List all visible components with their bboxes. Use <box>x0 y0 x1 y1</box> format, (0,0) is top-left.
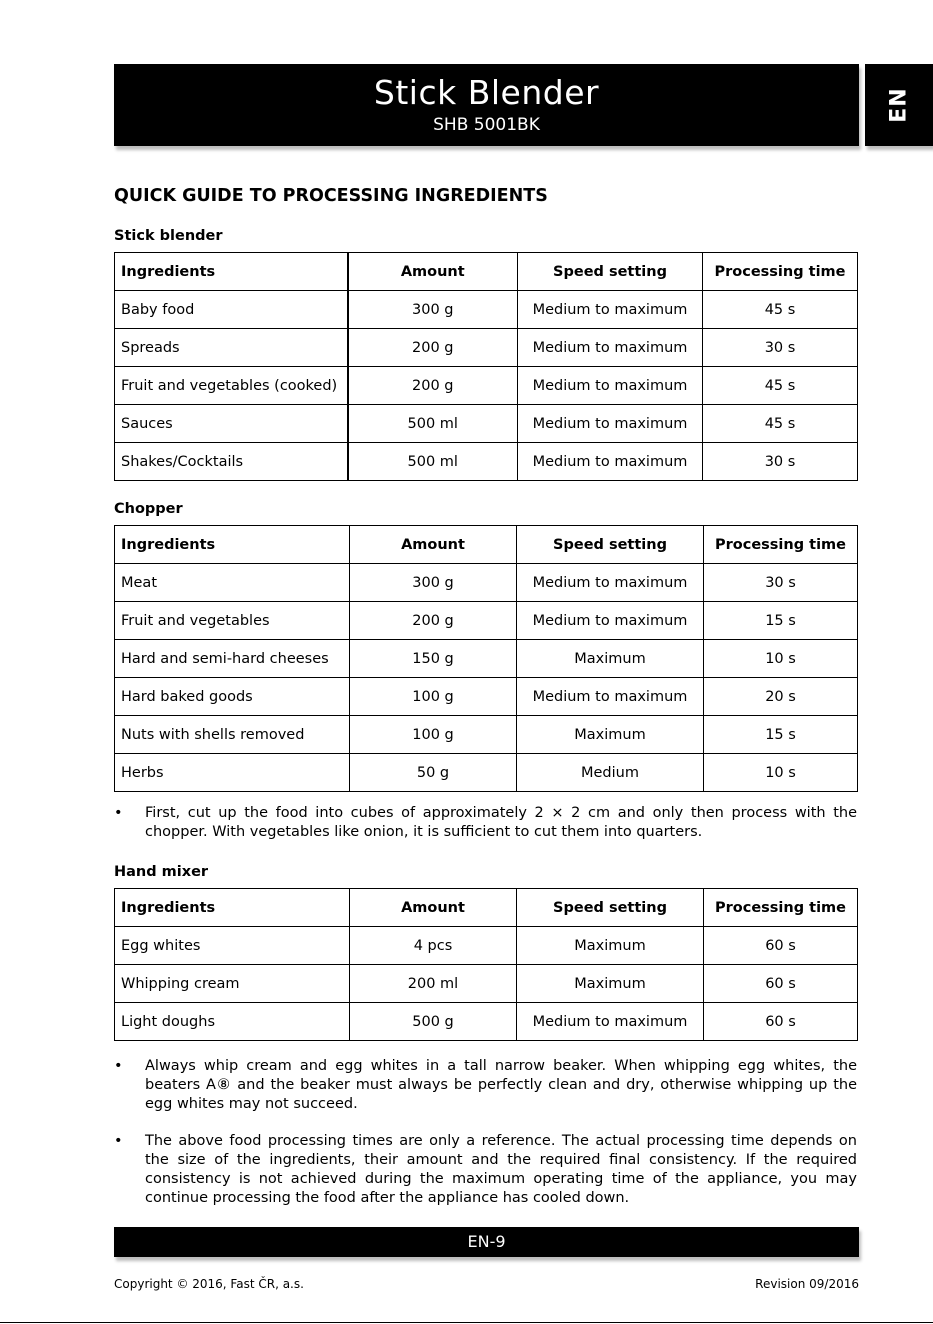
table-row <box>115 291 858 329</box>
column-header-ingredients: Ingredients <box>115 253 348 291</box>
table-row <box>115 329 858 367</box>
note-text: The above food processing times are only a reference. The actual processing time depends on the size of the ingredients, their amount and the required final consistency. If the required consistency is not achieved during the maximum operating time of the appliance, you may continue processing the food after the appliance has cooled down. <box>145 1133 857 1206</box>
cell-time: 60 s <box>704 1003 858 1041</box>
table-row <box>115 367 858 405</box>
document-header <box>114 64 859 146</box>
cell-time: 10 s <box>704 640 858 678</box>
table-header-row <box>115 253 858 291</box>
table-row <box>115 443 858 481</box>
cell-amount: 300 g <box>350 564 517 602</box>
cell-time: 30 s <box>703 443 858 481</box>
cell-time: 60 s <box>704 965 858 1003</box>
column-header-speed: Speed setting <box>517 889 704 927</box>
section-title-stick-blender: Stick blender <box>114 228 223 244</box>
cell-amount: 50 g <box>350 754 517 792</box>
cell-amount: 4 pcs <box>350 927 517 965</box>
column-header-time: Processing time <box>704 526 858 564</box>
column-header-amount: Amount <box>348 253 518 291</box>
column-header-speed: Speed setting <box>517 526 704 564</box>
table-row <box>115 602 858 640</box>
page-number-bar <box>114 1227 859 1257</box>
table-row <box>115 564 858 602</box>
bullet-marker: • <box>114 805 123 821</box>
cell-speed: Maximum <box>517 965 704 1003</box>
cell-amount: 500 ml <box>348 443 518 481</box>
cell-ingredient: Hard baked goods <box>115 678 350 716</box>
note-text: First, cut up the food into cubes of approximately 2 × 2 cm and only then process with the chopper. With vegetables like onion, it is sufficient to cut them into quarters. <box>145 805 857 840</box>
cell-time: 45 s <box>703 367 858 405</box>
cell-ingredient: Nuts with shells removed <box>115 716 350 754</box>
cell-time: 60 s <box>704 927 858 965</box>
cell-speed: Medium to maximum <box>517 678 704 716</box>
cell-speed: Medium to maximum <box>518 291 703 329</box>
cell-amount: 150 g <box>350 640 517 678</box>
cell-speed: Medium to maximum <box>517 564 704 602</box>
cell-time: 45 s <box>703 291 858 329</box>
cell-amount: 500 g <box>350 1003 517 1041</box>
table-row <box>115 927 858 965</box>
table-row <box>115 678 858 716</box>
cell-speed: Medium to maximum <box>518 329 703 367</box>
cell-time: 15 s <box>704 602 858 640</box>
column-header-time: Processing time <box>704 889 858 927</box>
cell-time: 20 s <box>704 678 858 716</box>
cell-ingredient: Spreads <box>115 329 348 367</box>
table-row <box>115 754 858 792</box>
language-tab <box>865 64 933 146</box>
column-header-time: Processing time <box>703 253 858 291</box>
chopper-table <box>114 525 858 792</box>
copyright-text: Copyright © 2016, Fast ČR, a.s. <box>114 1277 304 1291</box>
language-label: EN <box>886 87 912 123</box>
cell-ingredient: Shakes/Cocktails <box>115 443 348 481</box>
cell-amount: 200 ml <box>350 965 517 1003</box>
cell-speed: Medium to maximum <box>518 367 703 405</box>
table-row <box>115 965 858 1003</box>
bullet-marker: • <box>114 1133 123 1149</box>
cell-amount: 200 g <box>348 329 518 367</box>
chopper-note <box>114 804 857 842</box>
cell-amount: 300 g <box>348 291 518 329</box>
product-model: SHB 5001BK <box>433 115 540 135</box>
hand-mixer-note-1 <box>114 1057 857 1114</box>
cell-time: 45 s <box>703 405 858 443</box>
cell-ingredient: Sauces <box>115 405 348 443</box>
stick-blender-table <box>114 252 858 481</box>
table-row <box>115 1003 858 1041</box>
cell-time: 30 s <box>703 329 858 367</box>
cell-ingredient: Fruit and vegetables <box>115 602 350 640</box>
cell-ingredient: Whipping cream <box>115 965 350 1003</box>
page-number: EN-9 <box>467 1232 506 1251</box>
note-text: Always whip cream and egg whites in a tall narrow beaker. When whipping egg whites, the beaters A⑧ and the beaker must always be perfectly clean and dry, otherwise whipping up the egg whites may not succeed. <box>145 1058 857 1112</box>
cell-ingredient: Fruit and vegetables (cooked) <box>115 367 348 405</box>
cell-speed: Maximum <box>517 716 704 754</box>
section-title-hand-mixer: Hand mixer <box>114 864 209 880</box>
column-header-amount: Amount <box>350 889 517 927</box>
hand-mixer-note-2 <box>114 1132 857 1208</box>
bullet-marker: • <box>114 1058 123 1074</box>
cell-speed: Maximum <box>517 640 704 678</box>
cell-ingredient: Baby food <box>115 291 348 329</box>
column-header-ingredients: Ingredients <box>115 889 350 927</box>
section-title-chopper: Chopper <box>114 501 183 517</box>
product-title: Stick Blender <box>373 73 600 112</box>
cell-amount: 200 g <box>350 602 517 640</box>
cell-ingredient: Meat <box>115 564 350 602</box>
cell-speed: Medium to maximum <box>517 602 704 640</box>
hand-mixer-table <box>114 888 858 1041</box>
cell-ingredient: Hard and semi-hard cheeses <box>115 640 350 678</box>
cell-ingredient: Egg whites <box>115 927 350 965</box>
cell-time: 10 s <box>704 754 858 792</box>
cell-amount: 100 g <box>350 678 517 716</box>
table-row <box>115 640 858 678</box>
table-header-row <box>115 526 858 564</box>
cell-amount: 500 ml <box>348 405 518 443</box>
table-row <box>115 716 858 754</box>
cell-speed: Medium to maximum <box>518 405 703 443</box>
cell-amount: 100 g <box>350 716 517 754</box>
page-edge-line <box>0 1322 933 1323</box>
cell-speed: Medium to maximum <box>517 1003 704 1041</box>
table-row <box>115 405 858 443</box>
revision-text: Revision 09/2016 <box>755 1277 859 1291</box>
column-header-speed: Speed setting <box>518 253 703 291</box>
cell-ingredient: Herbs <box>115 754 350 792</box>
column-header-amount: Amount <box>350 526 517 564</box>
cell-amount: 200 g <box>348 367 518 405</box>
cell-speed: Maximum <box>517 927 704 965</box>
table-header-row <box>115 889 858 927</box>
column-header-ingredients: Ingredients <box>115 526 350 564</box>
cell-ingredient: Light doughs <box>115 1003 350 1041</box>
cell-time: 15 s <box>704 716 858 754</box>
cell-speed: Medium <box>517 754 704 792</box>
cell-time: 30 s <box>704 564 858 602</box>
page-title: QUICK GUIDE TO PROCESSING INGREDIENTS <box>114 186 548 206</box>
cell-speed: Medium to maximum <box>518 443 703 481</box>
